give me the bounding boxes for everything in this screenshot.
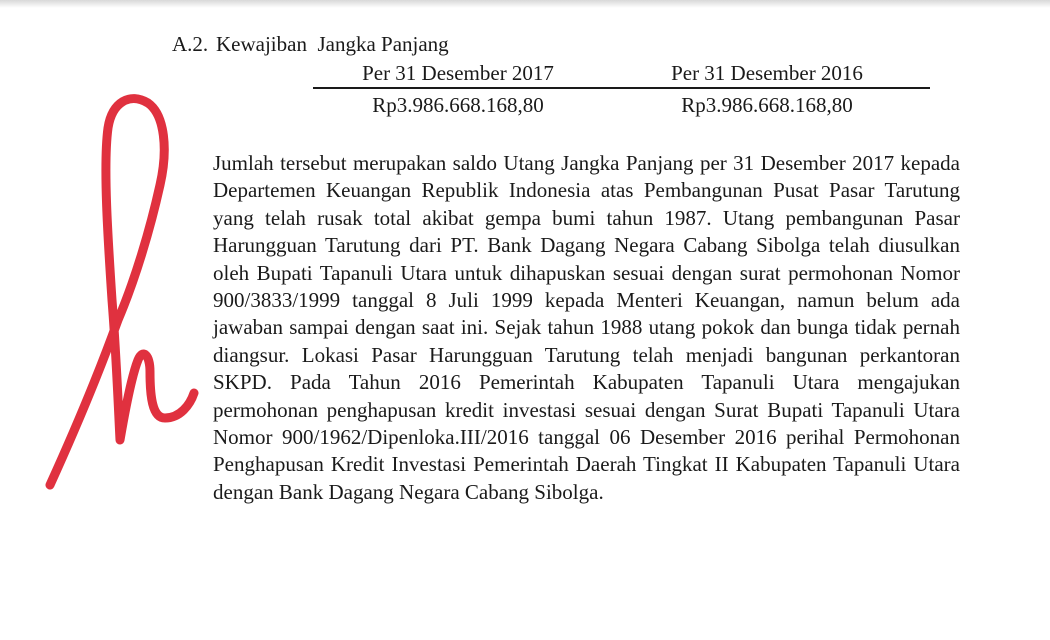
- value-2017: Rp3.986.668.168,80: [372, 93, 544, 117]
- page-top-shadow: [0, 0, 1050, 8]
- column-header-2016: Per 31 Desember 2016: [671, 61, 863, 85]
- body-paragraph: Jumlah tersebut merupakan saldo Utang Jangka Panjang per 31 Desember 2017 kepada Departemen Keuangan Republik Indonesia atas Pembangunan Pusat Pasar Tarutung yang telah rusak total akibat gempa bumi tahun 1987. Utang pembangunan Pasar Harungguan Tarutung dari PT. Bank Dagang Negara Cabang Sibolga telah diusulkan oleh Bupati Tapanuli Utara untuk dihapuskan sesuai dengan surat permohonan Nomor 900/3833/1999 tanggal 8 Juli 1999 kepada Menteri Keuangan, namun belum ada jawaban sampai dengan saat ini. Sejak tahun 1988 utang pokok dan bunga tidak pernah diangsur. Lokasi Pasar Harungguan Tarutung telah menjadi bangunan perkantoran SKPD. Pada Tahun 2016 Pemerintah Kabupaten Tapanuli Utara mengajukan permohonan penghapusan kredit investasi sesuai dengan Surat Bupati Tapanuli Utara Nomor 900/1962/Dipenloka.III/2016 tanggal 06 Desember 2016 perihal Permohonan Penghapusan Kredit Investasi Pemerintah Daerah Tingkat II Kabupaten Tapanuli Utara dengan Bank Dagang Negara Cabang Sibolga.: [213, 151, 960, 504]
- section-heading: [172, 31, 449, 57]
- table-header-divider: [313, 87, 930, 89]
- column-header-2017: Per 31 Desember 2017: [362, 61, 554, 85]
- value-2016: Rp3.986.668.168,80: [681, 93, 853, 117]
- paraf-stroke: [50, 99, 194, 485]
- section-title: Kewajiban Jangka Panjang: [216, 32, 449, 56]
- section-number: A.2.: [172, 32, 209, 56]
